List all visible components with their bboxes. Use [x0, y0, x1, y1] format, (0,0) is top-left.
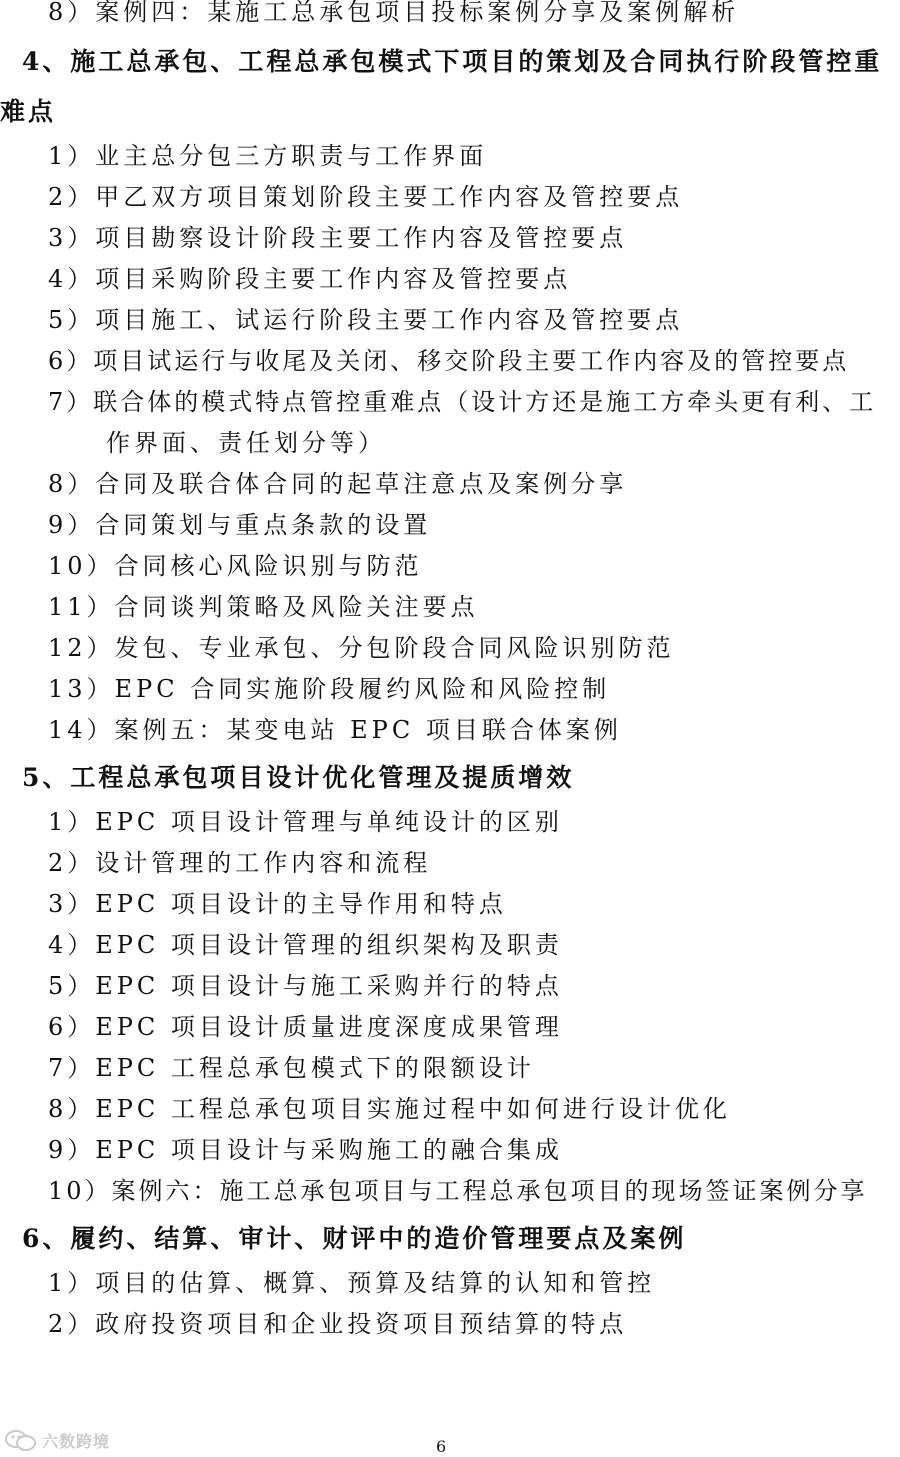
list-item: 1）项目的估算、概算、预算及结算的认知和管控 [48, 1269, 656, 1297]
list-item: 2）甲乙双方项目策划阶段主要工作内容及管控要点 [48, 183, 684, 211]
list-item: 1）EPC 项目设计管理与单纯设计的区别 [48, 808, 563, 836]
list-item: 7）EPC 工程总承包模式下的限额设计 [48, 1054, 535, 1082]
section-heading-continuation: 难点 [0, 97, 57, 126]
list-item: 3）EPC 项目设计的主导作用和特点 [48, 890, 507, 918]
list-item: 7）联合体的模式特点管控重难点（设计方还是施工方牵头更有利、工 [48, 388, 877, 416]
section-heading: 4、施工总承包、工程总承包模式下项目的策划及合同执行阶段管控重 [22, 47, 883, 76]
watermark-text: 六数跨境 [42, 1431, 111, 1451]
list-item: 6）项目试运行与收尾及关闭、移交阶段主要工作内容及的管控要点 [48, 347, 850, 375]
list-item: 2）设计管理的工作内容和流程 [48, 849, 432, 877]
list-item: 8）案例四：某施工总承包项目投标案例分享及案例解析 [48, 0, 740, 26]
section-heading: 6、履约、结算、审计、财评中的造价管理要点及案例 [22, 1224, 687, 1253]
list-item: 5）项目施工、试运行阶段主要工作内容及管控要点 [48, 306, 684, 334]
page-number: 6 [436, 1437, 447, 1456]
list-item: 6）EPC 项目设计质量进度深度成果管理 [48, 1013, 563, 1041]
list-item: 10）合同核心风险识别与防范 [48, 552, 423, 580]
list-item: 12）发包、专业承包、分包阶段合同风险识别防范 [48, 634, 675, 662]
list-item: 11）合同谈判策略及风险关注要点 [48, 593, 479, 621]
section-heading: 5、工程总承包项目设计优化管理及提质增效 [22, 763, 575, 792]
list-item: 1）业主总分包三方职责与工作界面 [48, 142, 488, 170]
list-item: 8）合同及联合体合同的起草注意点及案例分享 [48, 470, 628, 498]
list-item: 5）EPC 项目设计与施工采购并行的特点 [48, 972, 563, 1000]
watermark [4, 1428, 110, 1452]
list-item: 3）项目勘察设计阶段主要工作内容及管控要点 [48, 224, 628, 252]
list-item-continuation: 作界面、责任划分等） [106, 429, 386, 457]
list-item: 4）项目采购阶段主要工作内容及管控要点 [48, 265, 572, 293]
list-item: 9）EPC 项目设计与采购施工的融合集成 [48, 1136, 563, 1164]
list-item: 13）EPC 合同实施阶段履约风险和风险控制 [48, 675, 611, 703]
list-item: 2）政府投资项目和企业投资项目预结算的特点 [48, 1310, 628, 1338]
list-item: 10）案例六：施工总承包项目与工程总承包项目的现场签证案例分享 [48, 1177, 868, 1205]
list-item: 14）案例五：某变电站 EPC 项目联合体案例 [48, 716, 622, 744]
list-item: 8）EPC 工程总承包项目实施过程中如何进行设计优化 [48, 1095, 731, 1123]
wechat-logo-icon [4, 1428, 38, 1452]
list-item: 4）EPC 项目设计管理的组织架构及职责 [48, 931, 563, 959]
list-item: 9）合同策划与重点条款的设置 [48, 511, 432, 539]
